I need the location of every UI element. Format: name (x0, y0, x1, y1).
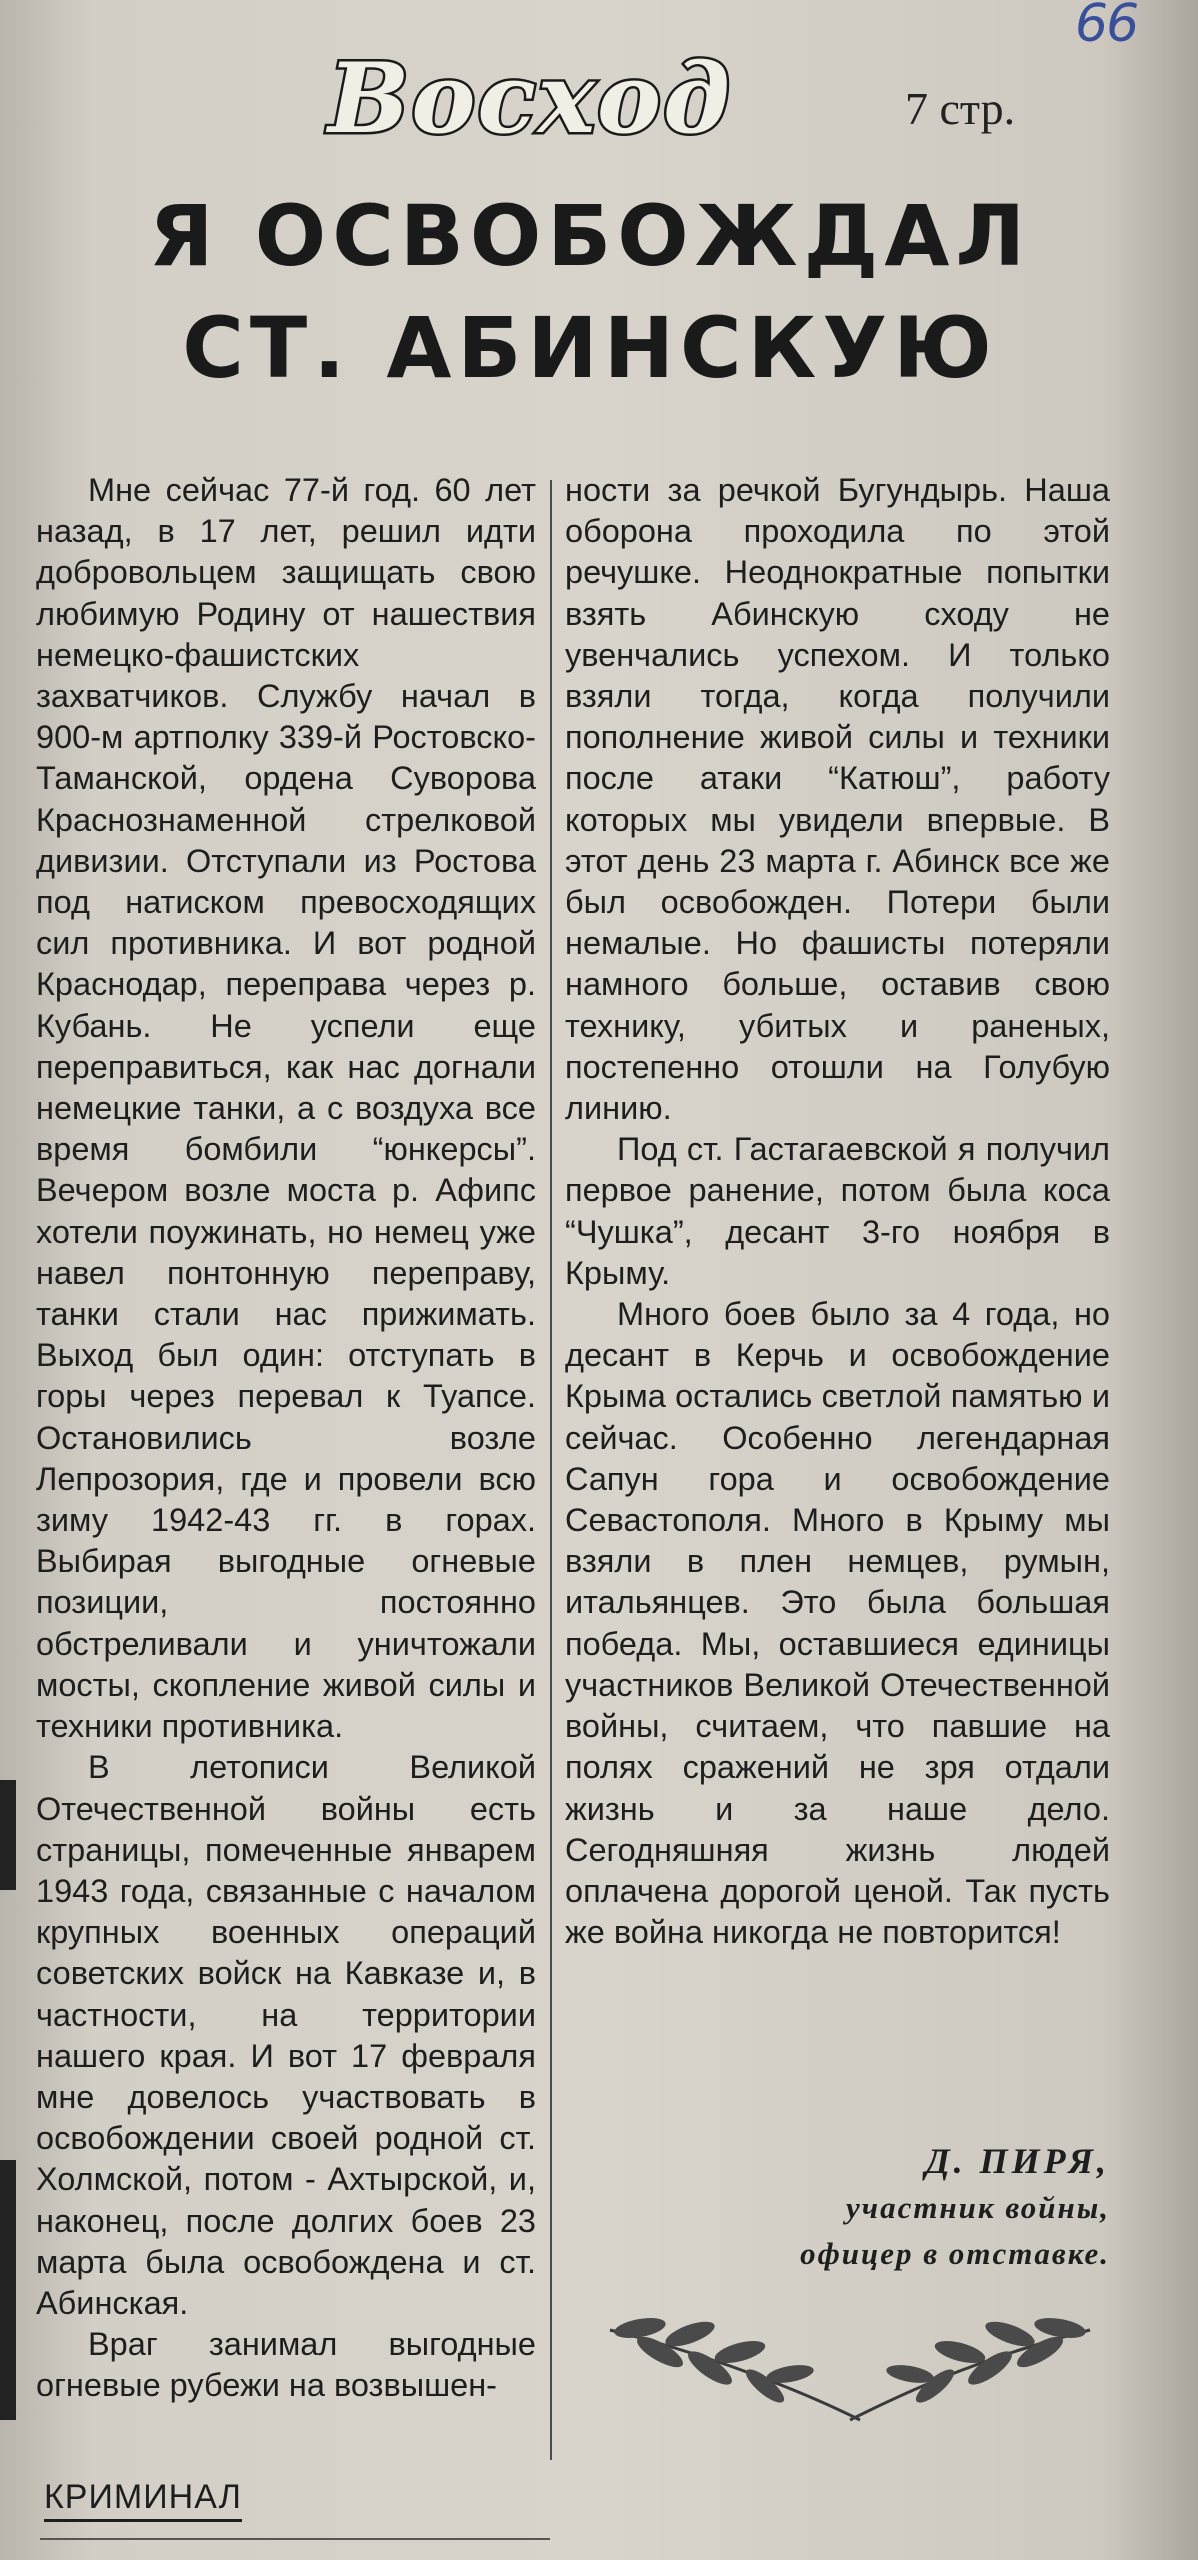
author-title-line-2: офицер в отставке. (800, 2236, 1110, 2271)
paragraph: Под ст. Гастагаевской я получил первое ранение, потом была коса “Чушка”, десант 3-го ноября в Крыму. (565, 1131, 1110, 1291)
footer-rule (40, 2538, 550, 2540)
laurel-branch-icon (590, 2290, 1110, 2430)
article-headline (60, 180, 1120, 404)
page-number-label: 7 стр. (905, 83, 1016, 134)
paragraph: Мне сейчас 77-й год. 60 лет назад, в 17 лет, решил идти добровольцем защищать свою любимую Родину от нашествия немецко-фашистских захватчиков. Службу начал в 900-м артполку 339-й Ростовско-Таманской, ордена Суворова Краснознаменной стрелковой дивизии. Отступали из Ростова под натиском превосходящих сил противника. И вот родной Краснодар, переправа через р. Кубань. Не успели еще переправиться, как нас догнали немецкие танки, а с воздуха все время бомбили “юнкерсы”. Вечером возле моста р. Афипс хотели поужинать, но немец уже навел понтонную переправу, танки стали нас прижимать. Выход был один: отступать в горы через перевал к Туапсе. Остановились возле Лепрозория, где и провели всю зиму 1942-43 гг. в горах. Выбирая выгодные огневые позиции, постоянно обстреливали и уничтожали мосты, скопление живой силы и техники противника. (36, 472, 536, 1745)
binding-shadow (0, 2160, 16, 2420)
headline-line-1: Я ОСВОБОЖДАЛ (148, 187, 1032, 285)
right-column (565, 470, 1110, 1953)
voskhod-logo (320, 40, 740, 160)
handwritten-page-number: 66 (1075, 0, 1138, 54)
column-divider (550, 480, 552, 2460)
paragraph: Враг занимал выгодные огневые рубежи на возвышен- (36, 2326, 536, 2404)
headline-line-2: СТ. АБИНСКУЮ (182, 299, 998, 397)
left-column (36, 470, 536, 2407)
logo-text: Восход (328, 42, 732, 155)
paragraph-continuation: ности за речкой Бугундырь. Наша оборона проходила по этой речушке. Неоднократные попытки взять Абинскую сходу не увенчались успехом. И только взяли тогда, когда получили пополнение живой силы и техники после атаки “Катюш”, работу которых мы увидели впервые. В этот день 23 марта г. Абинск все же был освобожден. Потери были немалые. Но фашисты потеряли намного больше, оставив свою технику, убитых и раненых, постепенно отошли на Голубую линию. (565, 472, 1110, 1127)
author-name: Д. ПИРЯ, (925, 2141, 1110, 2181)
section-title-footer: КРИМИНАЛ (44, 2478, 242, 2522)
author-title-line-1: участник войны, (846, 2190, 1110, 2225)
binding-shadow (0, 1780, 16, 1890)
paragraph: В летописи Великой Отечественной войны есть страницы, помеченные январем 1943 года, связанные с началом крупных военных операций советских войск на Кавказе и, в частности, на территории нашего края. И вот 17 февраля мне довелось участвовать в освобождении своей родной ст. Холмской, потом - Ахтырской, и, наконец, после долгих боев 23 марта была освобождена и ст. Абинская. (36, 1749, 536, 2321)
paragraph: Много боев было за 4 года, но десант в Керчь и освобождение Крыма остались светлой памятью и сейчас. Особенно легендарная Сапун гора и освобождение Севастополя. Много в Крыму мы взяли в плен немцев, румын, итальянцев. Это была большая победа. Мы, оставшиеся единицы участников Великой Отечественной войны, считаем, что павшие на полях сражений не зря отдали жизнь и за наше дело. Сегодняшняя жизнь людей оплачена дорогой ценой. Так пусть же война никогда не повторится! (565, 1296, 1110, 1951)
